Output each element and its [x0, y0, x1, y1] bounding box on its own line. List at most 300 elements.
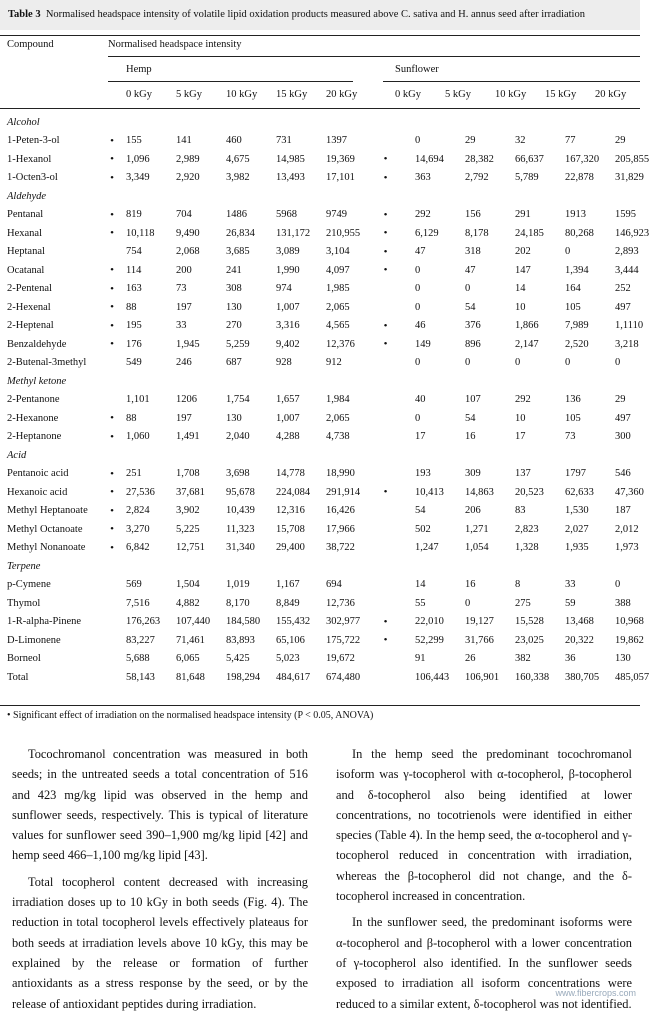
hemp-value: 2,065 [326, 301, 350, 313]
sunflower-value: 14 [415, 579, 426, 591]
sunflower-value: 0 [415, 283, 421, 295]
hemp-value: 1,504 [176, 579, 200, 591]
sunflower-value: 54 [465, 412, 476, 424]
sunflower-value: 107 [465, 394, 481, 406]
sunflower-value: 19,127 [465, 616, 494, 628]
hemp-value: 3,349 [126, 172, 150, 184]
sunflower-value: 47 [415, 246, 426, 258]
sunflower-value: 187 [615, 505, 631, 517]
hemp-value: 18,990 [326, 468, 355, 480]
sunflower-header-rule [383, 81, 640, 82]
sunflower-significance-marker: • [383, 615, 388, 628]
sunflower-value: 2,893 [615, 246, 639, 258]
section-label: Acid [7, 449, 27, 461]
hemp-dose-20: 20 kGy [326, 89, 358, 100]
table-row [0, 576, 640, 595]
compound-name: Methyl Heptanoate [7, 505, 88, 517]
hemp-value: 130 [226, 301, 242, 313]
hemp-significance-marker: • [110, 412, 114, 425]
sunflower-value: 380,705 [565, 671, 600, 683]
sunflower-value: 136 [565, 394, 581, 406]
compound-name: D-Limonene [7, 634, 61, 646]
hemp-significance-marker: • [110, 467, 114, 480]
sunflower-value: 0 [565, 357, 571, 369]
hemp-value: 4,675 [226, 153, 250, 165]
table-row [0, 391, 640, 410]
hemp-value: 15,708 [276, 523, 305, 535]
sunflower-value: 83 [515, 505, 526, 517]
sunflower-significance-marker [376, 594, 395, 613]
hemp-value: 65,106 [276, 634, 305, 646]
spacer-cell [395, 668, 415, 687]
sunflower-value: 2,147 [515, 338, 539, 350]
hemp-significance-marker [98, 354, 126, 373]
sunflower-value: 0 [465, 357, 471, 369]
hemp-value: 88 [126, 301, 137, 313]
spacer-cell [395, 317, 415, 336]
sunflower-value: 8 [515, 579, 521, 591]
hemp-value: 33 [176, 320, 187, 332]
sunflower-header: Sunflower [395, 64, 439, 75]
hemp-significance-marker [98, 243, 126, 262]
sunflower-value: 1,247 [415, 542, 439, 554]
hemp-value: 155 [126, 135, 142, 147]
hemp-value: 1,657 [276, 394, 300, 406]
section-row [0, 187, 640, 206]
hemp-significance-marker [98, 668, 126, 687]
hemp-value: 17,101 [326, 172, 355, 184]
hemp-value: 95,678 [226, 486, 255, 498]
sunflower-dose-20: 20 kGy [595, 89, 627, 100]
sunflower-value: 149 [415, 338, 431, 350]
hemp-value: 302,977 [326, 616, 361, 628]
sunflower-value: 363 [415, 172, 431, 184]
sunflower-value: 2,520 [565, 338, 589, 350]
sunflower-value: 40 [415, 394, 426, 406]
compound-name: Methyl Octanoate [7, 523, 83, 535]
sunflower-value: 91 [415, 653, 426, 665]
sunflower-value: 13,468 [565, 616, 594, 628]
sunflower-value: 106,443 [415, 671, 450, 683]
sunflower-value: 502 [415, 523, 431, 535]
spacer-cell [395, 335, 415, 354]
sunflower-significance-marker [376, 132, 395, 151]
section-row [0, 446, 640, 465]
sunflower-value: 47,360 [615, 486, 644, 498]
spacer-cell [395, 613, 415, 632]
sunflower-value: 1,271 [465, 523, 489, 535]
spacer-cell [395, 391, 415, 410]
compound-name: Ocatanal [7, 264, 45, 276]
sunflower-value: 105 [565, 301, 581, 313]
hemp-value: 88 [126, 412, 137, 424]
hemp-value: 29,400 [276, 542, 305, 554]
sunflower-value: 291 [515, 209, 531, 221]
hemp-value: 10,118 [126, 227, 155, 239]
sunflower-value: 29 [615, 135, 626, 147]
sunflower-value: 22,878 [565, 172, 594, 184]
spacer-cell [395, 280, 415, 299]
compound-name: Pentanal [7, 209, 44, 221]
sunflower-value: 33 [565, 579, 576, 591]
hemp-value: 58,143 [126, 671, 155, 683]
sunflower-significance-marker [376, 409, 395, 428]
table-row [0, 650, 640, 669]
hemp-significance-marker: • [110, 486, 114, 499]
hemp-value: 1,096 [126, 153, 150, 165]
header-bottom-rule [0, 108, 640, 109]
hemp-value: 10,439 [226, 505, 255, 517]
sunflower-value: 2,027 [565, 523, 589, 535]
hemp-significance-marker [98, 594, 126, 613]
sunflower-value: 318 [465, 246, 481, 258]
compound-name: Benzaldehyde [7, 338, 67, 350]
hemp-significance-marker [98, 631, 126, 650]
sunflower-value: 0 [615, 579, 621, 591]
sunflower-significance-marker [376, 576, 395, 595]
compound-name: Hexanal [7, 227, 42, 239]
hemp-value: 484,617 [276, 671, 311, 683]
sunflower-value: 14,863 [465, 486, 494, 498]
body-right-column [336, 744, 632, 1014]
hemp-value: 175,722 [326, 634, 361, 646]
sunflower-value: 0 [415, 412, 421, 424]
sunflower-value: 160,338 [515, 671, 550, 683]
hemp-value: 2,920 [176, 172, 200, 184]
sunflower-value: 1,530 [565, 505, 589, 517]
hemp-value: 241 [226, 264, 242, 276]
table-body [0, 113, 649, 687]
sunflower-value: 0 [415, 301, 421, 313]
sunflower-value: 16 [465, 431, 476, 443]
hemp-value: 6,065 [176, 653, 200, 665]
hemp-value: 16,426 [326, 505, 355, 517]
sunflower-value: 32 [515, 135, 526, 147]
spacer-cell [395, 298, 415, 317]
sunflower-value: 300 [615, 431, 631, 443]
sunflower-value: 164 [565, 283, 581, 295]
hemp-value: 198,294 [226, 671, 261, 683]
sunflower-value: 1,394 [565, 264, 589, 276]
compound-name: 2-Pentanone [7, 394, 60, 406]
hemp-value: 176 [126, 338, 142, 350]
hemp-value: 176,263 [126, 616, 161, 628]
hemp-value: 12,736 [326, 597, 355, 609]
sunflower-value: 147 [515, 264, 531, 276]
hemp-value: 549 [126, 357, 142, 369]
table-caption [0, 0, 640, 30]
sunflower-value: 7,989 [565, 320, 589, 332]
hemp-value: 5,023 [276, 653, 300, 665]
hemp-significance-marker: • [110, 541, 114, 554]
data-table [0, 113, 649, 687]
hemp-value: 163 [126, 283, 142, 295]
compound-name: Heptanal [7, 246, 45, 258]
spacer-cell [395, 539, 415, 558]
hemp-value: 3,982 [226, 172, 250, 184]
sunflower-value: 130 [615, 653, 631, 665]
compound-name: Borneol [7, 653, 41, 665]
hemp-value: 308 [226, 283, 242, 295]
sunflower-value: 59 [565, 597, 576, 609]
sunflower-value: 55 [415, 597, 426, 609]
sunflower-value: 17 [515, 431, 526, 443]
table-footnote: • Significant effect of irradiation on the normalised headspace intensity (P < 0.05, ANOVA) [7, 710, 374, 721]
sunflower-value: 29 [465, 135, 476, 147]
table-row [0, 594, 640, 613]
hemp-value: 12,751 [176, 542, 205, 554]
sunflower-value: 29 [615, 394, 626, 406]
hemp-significance-marker: • [110, 301, 114, 314]
hemp-value: 14,778 [276, 468, 305, 480]
sunflower-value: 146,923 [615, 227, 649, 239]
table-row [0, 224, 640, 243]
hemp-significance-marker: • [110, 430, 114, 443]
sunflower-value: 0 [565, 246, 571, 258]
sunflower-value: 0 [415, 135, 421, 147]
hemp-value: 83,893 [226, 634, 255, 646]
hemp-value: 819 [126, 209, 142, 221]
hemp-significance-marker [98, 650, 126, 669]
hemp-value: 7,516 [126, 597, 150, 609]
spacer-cell [395, 261, 415, 280]
paragraph: Total tocopherol content decreased with increasing irradiation doses up to 10 kGy in both seeds (Fig. 4). The reduction in total tocopherol levels effectively plateaus for both seeds at irradiation levels above 10 kGy, this may be explained by the release or formation of further antioxidants as a stress response by the seed, or by the release of antioxidant peptides during irradiation. [12, 874, 308, 1011]
hemp-value: 704 [176, 209, 192, 221]
hemp-value: 3,316 [276, 320, 300, 332]
compound-name: 1-Hexanol [7, 153, 52, 165]
sunflower-value: 1913 [565, 209, 586, 221]
sunflower-value: 73 [565, 431, 576, 443]
sunflower-value: 8,178 [465, 227, 489, 239]
compound-name: 2-Hexenal [7, 301, 51, 313]
hemp-value: 1,007 [276, 412, 300, 424]
hemp-value: 5,225 [176, 523, 200, 535]
sunflower-value: 2,823 [515, 523, 539, 535]
sunflower-significance-marker [376, 280, 395, 299]
table-row [0, 465, 640, 484]
spacer-cell [395, 483, 415, 502]
sunflower-value: 10,968 [615, 616, 644, 628]
sunflower-value: 2,792 [465, 172, 489, 184]
hemp-value: 200 [176, 264, 192, 276]
compound-name: 2-Pentenal [7, 283, 52, 295]
section-row [0, 372, 640, 391]
hemp-value: 12,316 [276, 505, 305, 517]
spacer-cell [395, 520, 415, 539]
table-row [0, 132, 640, 151]
section-row [0, 557, 640, 576]
hemp-value: 2,068 [176, 246, 200, 258]
sunflower-value: 497 [615, 301, 631, 313]
intensity-header: Normalised headspace intensity [108, 39, 242, 50]
hemp-value: 2,065 [326, 412, 350, 424]
sunflower-value: 167,320 [565, 153, 600, 165]
sunflower-value: 1,328 [515, 542, 539, 554]
sunflower-value: 6,129 [415, 227, 439, 239]
sunflower-dose-5: 5 kGy [445, 89, 471, 100]
hemp-value: 83,227 [126, 634, 155, 646]
sunflower-value: 292 [515, 394, 531, 406]
table-caption-text: Normalised headspace intensity of volatile lipid oxidation products measured above C. sativa and H. annus seed after irradiation [45, 9, 585, 20]
sunflower-significance-marker: • [383, 319, 388, 332]
hemp-value: 731 [276, 135, 292, 147]
hemp-value: 37,681 [176, 486, 205, 498]
sunflower-significance-marker [376, 668, 395, 687]
sunflower-value: 23,025 [515, 634, 544, 646]
hemp-value: 81,648 [176, 671, 205, 683]
sunflower-value: 0 [615, 357, 621, 369]
sunflower-significance-marker [376, 465, 395, 484]
hemp-significance-marker: • [110, 171, 114, 184]
section-label: Aldehyde [7, 190, 47, 202]
paragraph: In the hemp seed the predominant tocochromanol isoform was γ-tocopherol with α-tocopherol, β-tocopherol and δ-tocopherol also being identified at lower concentrations, no tocotrienols were identified in either species (Table 4). In the hemp seed, the α-tocopherol and γ-tocopherol reduced in concentration with irradiation, whereas the β-tocopherol did not change, and the δ-tocopherol increased in concentration. [336, 747, 632, 904]
hemp-value: 1,101 [126, 394, 150, 406]
hemp-value: 5,688 [126, 653, 150, 665]
sunflower-value: 193 [415, 468, 431, 480]
hemp-value: 4,882 [176, 597, 200, 609]
sunflower-value: 1,054 [465, 542, 489, 554]
spacer-cell [395, 650, 415, 669]
sunflower-value: 24,185 [515, 227, 544, 239]
hemp-significance-marker: • [110, 319, 114, 332]
hemp-value: 9749 [326, 209, 347, 221]
paragraph: Tocochromanol concentration was measured in both seeds; in the untreated seeds a total concentration of 516 and 423 mg/kg lipid was observed in the hemp and sunflower seeds, respectively. This is typical of literature values for sunflower seed 390–1,900 mg/kg lipid [42] and hemp seed 466–1,100 mg/kg lipid [43]. [12, 747, 308, 863]
compound-name: Methyl Nonanoate [7, 542, 86, 554]
sunflower-significance-marker [376, 298, 395, 317]
hemp-value: 224,084 [276, 486, 311, 498]
table-row [0, 631, 640, 650]
hemp-value: 2,989 [176, 153, 200, 165]
hemp-significance-marker: • [110, 153, 114, 166]
sunflower-value: 26 [465, 653, 476, 665]
spacer-cell [395, 243, 415, 262]
hemp-value: 114 [126, 264, 142, 276]
compound-name: 2-Hexanone [7, 412, 59, 424]
spacer-cell [395, 465, 415, 484]
hemp-dose-0: 0 kGy [126, 89, 152, 100]
spacer-cell [395, 169, 415, 188]
hemp-value: 5968 [276, 209, 297, 221]
hemp-dose-10: 10 kGy [226, 89, 258, 100]
sunflower-value: 47 [465, 264, 476, 276]
hemp-value: 754 [126, 246, 142, 258]
spacer-cell [395, 428, 415, 447]
sunflower-value: 0 [515, 357, 521, 369]
hemp-significance-marker: • [110, 227, 114, 240]
sunflower-value: 206 [465, 505, 481, 517]
table-top-rule [0, 35, 640, 36]
sunflower-significance-marker: • [383, 171, 388, 184]
sunflower-significance-marker [376, 520, 395, 539]
sunflower-value: 36 [565, 653, 576, 665]
sunflower-value: 3,218 [615, 338, 639, 350]
hemp-value: 8,170 [226, 597, 250, 609]
hemp-value: 3,270 [126, 523, 150, 535]
sunflower-value: 15,528 [515, 616, 544, 628]
hemp-value: 11,323 [226, 523, 255, 535]
sunflower-value: 16 [465, 579, 476, 591]
hemp-significance-marker: • [110, 264, 114, 277]
hemp-value: 3,089 [276, 246, 300, 258]
hemp-value: 9,402 [276, 338, 300, 350]
hemp-significance-marker: • [110, 338, 114, 351]
sunflower-dose-0: 0 kGy [395, 89, 421, 100]
spacer-cell [395, 354, 415, 373]
hemp-value: 3,685 [226, 246, 250, 258]
table-bottom-rule [0, 705, 640, 706]
hemp-significance-marker: • [110, 523, 114, 536]
table-row [0, 668, 640, 687]
sunflower-dose-15: 15 kGy [545, 89, 577, 100]
hemp-value: 1397 [326, 135, 347, 147]
table-row [0, 354, 640, 373]
compound-header: Compound [7, 39, 54, 50]
compound-name: Hexanoic acid [7, 486, 68, 498]
sunflower-value: 14,694 [415, 153, 444, 165]
spacer-cell [395, 150, 415, 169]
hemp-value: 291,914 [326, 486, 361, 498]
hemp-value: 31,340 [226, 542, 255, 554]
sunflower-value: 52,299 [415, 634, 444, 646]
spacer-cell [395, 409, 415, 428]
compound-name: 2-Heptanone [7, 431, 62, 443]
hemp-value: 210,955 [326, 227, 361, 239]
hemp-value: 73 [176, 283, 187, 295]
table-row [0, 335, 640, 354]
hemp-value: 13,493 [276, 172, 305, 184]
hemp-value: 4,738 [326, 431, 350, 443]
hemp-value: 12,376 [326, 338, 355, 350]
watermark: www.fibercrops.com [555, 988, 636, 998]
hemp-value: 197 [176, 412, 192, 424]
sunflower-value: 10 [515, 301, 526, 313]
hemp-value: 460 [226, 135, 242, 147]
sunflower-value: 546 [615, 468, 631, 480]
table-row [0, 206, 640, 225]
sunflower-significance-marker: • [383, 227, 388, 240]
hemp-significance-marker [98, 391, 126, 410]
hemp-value: 1,708 [176, 468, 200, 480]
hemp-value: 5,259 [226, 338, 250, 350]
table-row [0, 539, 640, 558]
hemp-value: 27,536 [126, 486, 155, 498]
hemp-value: 1,060 [126, 431, 150, 443]
section-label: Methyl ketone [7, 375, 67, 387]
sunflower-value: 292 [415, 209, 431, 221]
hemp-value: 26,834 [226, 227, 255, 239]
sunflower-value: 2,012 [615, 523, 639, 535]
hemp-value: 912 [326, 357, 342, 369]
sunflower-value: 497 [615, 412, 631, 424]
hemp-value: 1,167 [276, 579, 300, 591]
hemp-value: 19,672 [326, 653, 355, 665]
hemp-value: 1,984 [326, 394, 350, 406]
sunflower-value: 20,322 [565, 634, 594, 646]
sunflower-value: 31,766 [465, 634, 494, 646]
sunflower-value: 202 [515, 246, 531, 258]
hemp-significance-marker: • [110, 504, 114, 517]
sunflower-value: 388 [615, 597, 631, 609]
spacer-cell [395, 631, 415, 650]
table-row [0, 150, 640, 169]
compound-name: Thymol [7, 597, 41, 609]
sunflower-value: 31,829 [615, 172, 644, 184]
sunflower-significance-marker: • [383, 264, 388, 277]
group-header-rule [108, 56, 640, 57]
hemp-value: 71,461 [176, 634, 205, 646]
sunflower-value: 17 [415, 431, 426, 443]
sunflower-value: 1797 [565, 468, 586, 480]
